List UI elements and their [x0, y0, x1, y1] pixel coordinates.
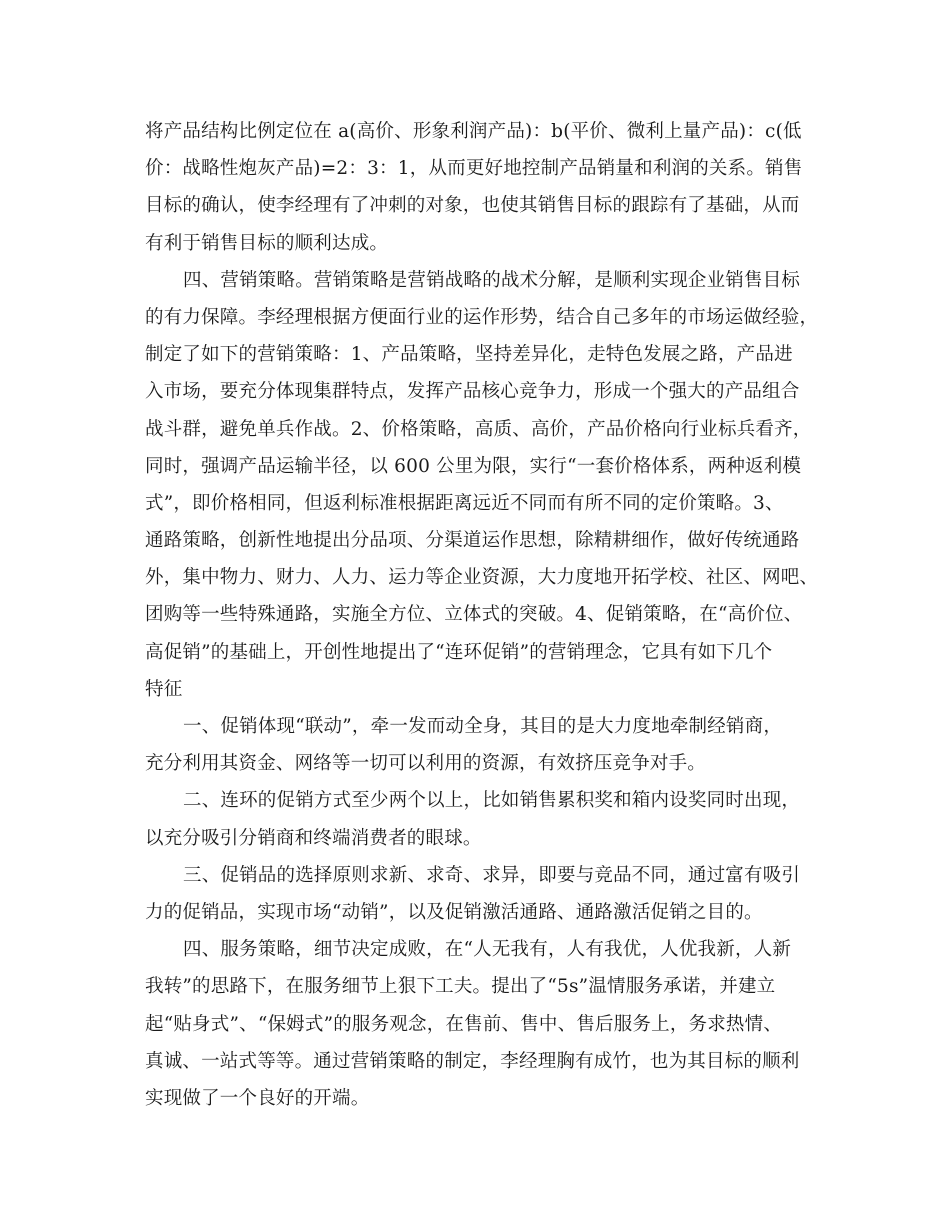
- text-line: 入市场，要充分体现集群特点，发挥产品核心竞争力，形成一个强大的产品组合: [145, 381, 800, 403]
- paragraph: [145, 782, 813, 856]
- text-line: 力的促销品，实现市场“动销”，以及促销激活通路、通路激活促销之目的。: [145, 901, 763, 923]
- paragraph: [145, 262, 819, 708]
- text-line: 同时，强调产品运输半径，以 600 公里为限，实行“一套价格体系，两种返利模: [145, 455, 802, 477]
- text-line: 将产品结构比例定位在 a(高价、形象利润产品)：b(平价、微利上量产品)：c(低: [145, 121, 802, 142]
- text-line: 实现做了一个良好的开端。: [145, 1087, 370, 1109]
- text-line: 有利于销售目标的顺利达成。: [145, 232, 389, 254]
- text-line: 起“贴身式”、“保姆式”的服务观念，在售前、售中、售后服务上，务求热情、: [145, 1013, 783, 1035]
- paragraph: [145, 708, 813, 782]
- text-line: 以充分吸引分销商和终端消费者的眼球。: [145, 827, 482, 849]
- text-line: 的有力保障。李经理根据方便面行业的运作形势，结合自己多年的市场运做经验，: [145, 306, 819, 328]
- text-line: 高促销”的基础上，开创性地提出了“连环促销”的营销理念，它具有如下几个: [145, 641, 773, 663]
- text-line: 式”，即价格相同，但返利标准根据距离远近不同而有所不同的定价策略。3、: [145, 492, 784, 514]
- text-line: 目标的确认，使李经理有了冲刺的对象，也使其销售目标的跟踪有了基础，从而: [145, 195, 800, 217]
- text-line: 四、营销策略。营销策略是营销战略的战术分解，是顺利实现企业销售目标: [183, 269, 801, 291]
- text-line: 四、服务策略，细节决定成败，在“人无我有，人有我优，人优我新，人新: [183, 939, 792, 961]
- text-line: 通路策略，创新性地提出分品项、分渠道运作思想，除精耕细作，做好传统通路: [145, 530, 800, 552]
- text-line: 充分利用其资金、网络等一切可以利用的资源，有效挤压竞争对手。: [145, 753, 707, 775]
- paragraph: [145, 857, 813, 931]
- text-line: 真诚、一站式等等。通过营销策略的制定，李经理胸有成竹，也为其目标的顺利: [145, 1050, 800, 1072]
- document-body: [145, 113, 819, 1117]
- text-line: 制定了如下的营销策略：1、产品策略，坚持差异化，走特色发展之路，产品进: [145, 344, 793, 366]
- text-line: 外，集中物力、财力、人力、运力等企业资源，大力度地开拓学校、社区、网吧、: [145, 567, 819, 589]
- text-line: 战斗群，避免单兵作战。2、价格策略，高质、高价，产品价格向行业标兵看齐，: [145, 418, 812, 440]
- paragraph: [145, 931, 813, 1117]
- paragraph: [145, 113, 813, 262]
- text-line: 团购等一些特殊通路，实施全方位、立体式的突破。4、促销策略，在“高价位、: [145, 604, 803, 626]
- text-line: 我转”的思路下，在服务细节上狠下工夫。提出了“5s”温情服务承诺，并建立: [145, 976, 776, 998]
- text-line: 价：战略性炮灰产品)=2：3：1，从而更好地控制产品销量和利润的关系。销售: [145, 158, 803, 180]
- text-line: 一、促销体现“联动”，牵一发而动全身，其目的是大力度地牵制经销商，: [183, 716, 783, 737]
- text-line: 特征: [145, 678, 183, 700]
- text-line: 二、连环的促销方式至少两个以上，比如销售累积奖和箱内设奖同时出现，: [183, 790, 801, 812]
- text-line: 三、促销品的选择原则求新、求奇、求异，即要与竞品不同，通过富有吸引: [183, 864, 801, 886]
